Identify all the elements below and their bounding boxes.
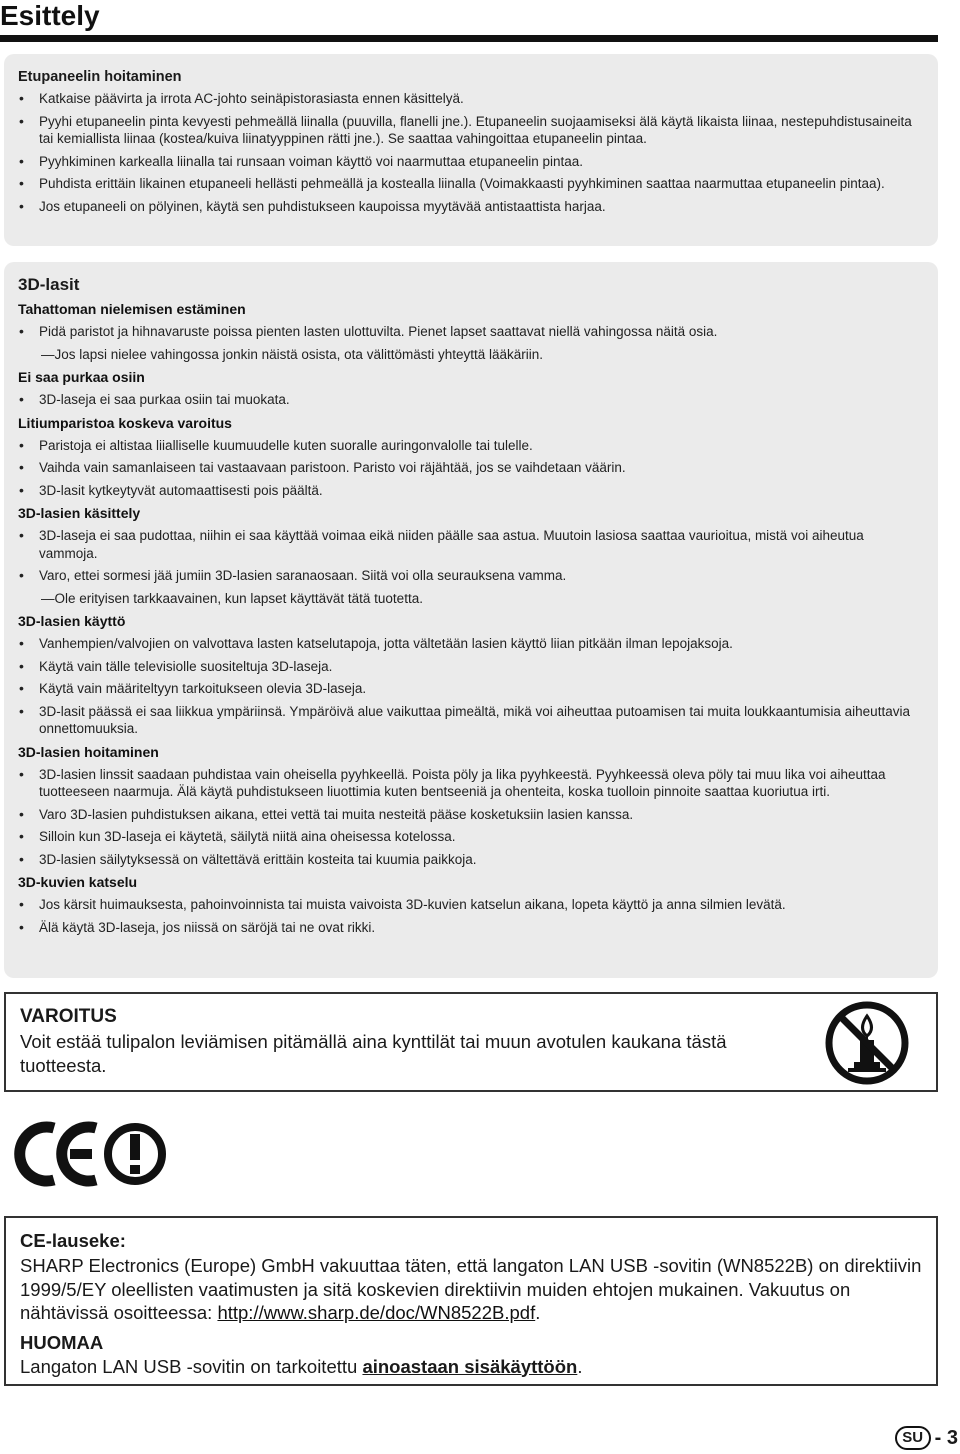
swallowing-list xyxy=(18,323,924,341)
section-heading: 3D-lasit xyxy=(18,275,80,294)
subsection-heading: 3D-lasien käyttö xyxy=(18,613,126,629)
viewing-list xyxy=(18,896,924,936)
list-item: • Käytä vain määriteltyyn tarkoitukseen olevia 3D-laseja. xyxy=(18,680,924,698)
list-item: • Vaihda vain samanlaiseen tai vastaavaan paristoon. Paristo voi räjähtää, jos se vaihdetaan väärin. xyxy=(18,459,924,477)
list-item: • Silloin kun 3D-laseja ei käytetä, säilytä niitä aina oheisessa kotelossa. xyxy=(18,828,924,846)
page-header xyxy=(0,0,938,34)
list-item: • 3D-laseja ei saa purkaa osiin tai muokata. xyxy=(18,391,924,409)
list-item: • Varo 3D-lasien puhdistuksen aikana, ettei vettä tai muita nesteitä pääse kosketuksiin lasien kanssa. xyxy=(18,806,924,824)
declaration-link[interactable]: http://www.sharp.de/doc/WN8522B.pdf xyxy=(217,1302,536,1323)
fire-warning-box xyxy=(4,992,938,1092)
front-panel-care-section xyxy=(4,54,938,246)
list-item: • Paristoja ei altistaa liialliselle kuumuudelle kuten suoralle auringonvalolle tai tulelle. xyxy=(18,437,924,455)
list-item: • Älä käytä 3D-laseja, jos niissä on säröjä tai ne ovat rikki. xyxy=(18,919,924,937)
subsection-heading: 3D-lasien käsittely xyxy=(18,505,141,521)
list-item: • Katkaise päävirta ja irrota AC-johto seinäpistorasiasta ennen käsittelyä. xyxy=(18,90,924,108)
subsection-heading: 3D-kuvien katselu xyxy=(18,874,138,890)
note: —Jos lapsi nielee vahingossa jonkin näistä osista, ota välittömästi yhteyttä lääkäriin. xyxy=(41,346,544,362)
list-item: • Pyyhkiminen karkealla liinalla tai runsaan voiman käyttö voi naarmuttaa etupaneelin pintaa. xyxy=(18,153,924,171)
list-item: • 3D-laseja ei saa pudottaa, niihin ei saa käyttää voimaa eikä niiden päälle saa astua. Muutoin lasiosa saattaa vaurioitua, mistä voi aiheutua vammoja. xyxy=(18,527,924,562)
ce-title: CE-lauseke: xyxy=(20,1230,126,1251)
ce-mark-icon xyxy=(2,1120,172,1190)
ce-declaration-box xyxy=(4,1216,938,1386)
subsection-heading: Litiumparistoa koskeva varoitus xyxy=(18,414,232,431)
list-item: • Puhdista erittäin likainen etupaneeli hellästi pehmeällä ja kostealla liinalla (Voimakkaasti pyyhkiminen saattaa naarmuttaa etupaneelin pintaa). xyxy=(18,175,924,193)
indoor-only-emphasis: ainoastaan sisäkäyttöön xyxy=(362,1355,578,1377)
note: —Ole erityisen tarkkaavainen, kun lapset käyttävät tätä tuotetta. xyxy=(41,590,423,606)
front-panel-care-list xyxy=(18,90,924,215)
list-item: • Vanhempien/valvojien on valvottava lasten katselutapoja, jotta vältetään lasien käyttö liian pitkään ilman lepojaksoja. xyxy=(18,635,924,653)
3d-glasses-section xyxy=(4,262,938,978)
list-item: • Jos kärsit huimauksesta, pahoinvoinnista tai muista vaivoista 3D-kuvien katselun aikana, lopeta käyttö ja anna silmien levätä. xyxy=(18,896,924,914)
subsection-heading: 3D-lasien hoitaminen xyxy=(18,743,159,760)
no-open-flame-icon xyxy=(824,1000,910,1086)
subsection-heading: Tahattoman nielemisen estäminen xyxy=(18,301,246,317)
usage-list xyxy=(18,635,924,738)
list-item: • 3D-lasien säilytyksessä on vältettävä erittäin kosteita tai kuumia paikkoja. xyxy=(18,851,924,869)
page-number: - 3 xyxy=(934,1426,958,1449)
alert-class-icon xyxy=(108,1127,162,1181)
language-badge: SU xyxy=(895,1426,931,1450)
page-footer xyxy=(895,1424,958,1452)
list-item: • Jos etupaneeli on pölyinen, käytä sen puhdistukseen kaupoissa myytävää antistaattista harjaa. xyxy=(18,198,924,216)
note-body: Langaton LAN USB -sovitin on tarkoitettu xyxy=(20,1355,363,1377)
list-item: • Pyyhi etupaneelin pinta kevyesti pehmeällä liinalla (puuvilla, flanelli jne.). Etupaneelin suojaamiseksi älä käytä likaista liinaa, nestepuhdistusaineita tai kemiallista liinaa (kostea/kuiva liinatyyppinen rätti jne.). Se saattaa vahingoittaa etupaneelin pintaa. xyxy=(18,113,924,148)
note-period: . xyxy=(577,1355,583,1377)
list-item: • Varo, ettei sormesi jää jumiin 3D-lasien saranaosaan. Siitä voi olla seurauksena vamma. xyxy=(18,567,924,585)
list-item: • Pidä paristot ja hihnavaruste poissa pienten lasten ulottuvilta. Pienet lapset saattavat niellä vahingossa näitä osia. xyxy=(18,323,924,341)
subsection-heading: Ei saa purkaa osiin xyxy=(18,369,145,385)
title-rule xyxy=(0,35,938,42)
battery-warning-list xyxy=(18,437,924,500)
care-list xyxy=(18,766,924,869)
list-item: • 3D-lasit kytkeytyvät automaattisesti pois päältä. xyxy=(18,482,924,500)
note-title: HUOMAA xyxy=(20,1331,104,1353)
list-item: • 3D-lasien linssit saadaan puhdistaa vain oheisella pyyhkeellä. Poista pöly ja lika pyyhkeestä. Pyyhkeessä oleva pöly tai muu lika voi aiheuttaa tuotteeseen naarmuja. Älä käytä puhdistukseen liuottimia kuten bentseeniä ja ohenteita, koska tuolloin pinnoite saattaa kuoriutua irti. xyxy=(18,766,924,801)
warning-title: VAROITUS xyxy=(20,1006,117,1027)
handling-list xyxy=(18,527,924,585)
list-item: • Käytä vain tälle televisiolle suositeltuja 3D-laseja. xyxy=(18,658,924,676)
warning-text: Voit estää tulipalon leviämisen pitämällä aina kynttilät tai muun avotulen kaukana tästä tuotteesta. xyxy=(20,1031,727,1076)
certification-logos xyxy=(2,1120,172,1190)
note-text xyxy=(20,1355,922,1379)
ce-declaration-text xyxy=(20,1254,922,1325)
page-title: Esittely xyxy=(0,0,100,31)
disassembly-list xyxy=(18,391,924,409)
section-heading: Etupaneelin hoitaminen xyxy=(18,69,182,85)
list-item: • 3D-lasit päässä ei saa liikkua ympäriinsä. Ympäröivä alue vaikuttaa pimeältä, mikä voi aiheuttaa putoamisen tai muita loukkaantumisia aiheuttavia onnettomuuksia. xyxy=(18,703,924,738)
ce-period: . xyxy=(535,1302,541,1323)
ce-body: SHARP Electronics (Europe) GmbH vakuuttaa täten, että langaton LAN USB -sovitin (WN8522B) on direktiivin 1999/5/EY oleellisten vaatimusten ja sitä koskevien direktiivin muiden ehtojen mukainen. Vakuutus on nähtävissä osoitteessa: xyxy=(20,1255,922,1323)
